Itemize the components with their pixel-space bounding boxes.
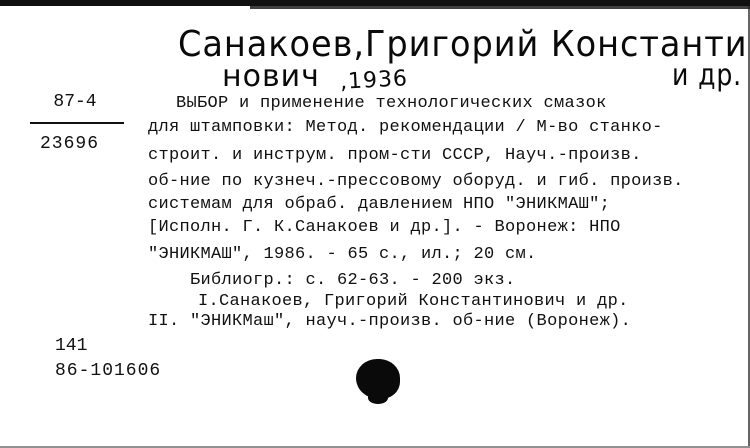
description-line: I.Санакоев, Григорий Константинович и др. bbox=[198, 292, 629, 311]
author-birth-year: ,1936 bbox=[339, 66, 409, 95]
description-line: системам для обраб. давлением НПО "ЭНИКМАШ"; bbox=[148, 195, 611, 214]
shelf-mark-rule bbox=[30, 122, 124, 124]
description-line: Библиогр.: с. 62-63. - 200 экз. bbox=[190, 271, 516, 290]
description-line: "ЭНИКМАШ", 1986. - 65 с., ил.; 20 см. bbox=[148, 245, 537, 264]
author-heading-line2: нович bbox=[222, 59, 320, 94]
record-number: 86-101606 bbox=[55, 361, 162, 381]
author-heading-line1: Санакоев,Григорий Константи bbox=[178, 24, 748, 65]
description-line: II. "ЭНИКМаш", науч.-произв. об-ние (Воронеж). bbox=[148, 312, 632, 331]
description-line: об-ние по кузнеч.-прессовому оборуд. и гиб. произв. bbox=[148, 172, 684, 191]
description-line: для штамповки: Метод. рекомендации / М-во станко- bbox=[148, 118, 663, 137]
description-line: строит. и инструм. пром-сти СССР, Науч.-произв. bbox=[148, 146, 642, 165]
card-code: 141 bbox=[55, 336, 88, 356]
description-line: [Исполн. Г. К.Санакоев и др.]. - Воронеж: НПО bbox=[148, 218, 621, 237]
card-top-edge-shadow bbox=[250, 6, 750, 9]
inventory-number: 23696 bbox=[40, 134, 100, 154]
description-line: ВЫБОР и применение технологических смазок bbox=[176, 94, 607, 113]
punch-hole-tail bbox=[368, 392, 388, 404]
author-heading-line3: и др. bbox=[672, 58, 743, 93]
shelf-mark: 87-4 bbox=[53, 92, 97, 112]
